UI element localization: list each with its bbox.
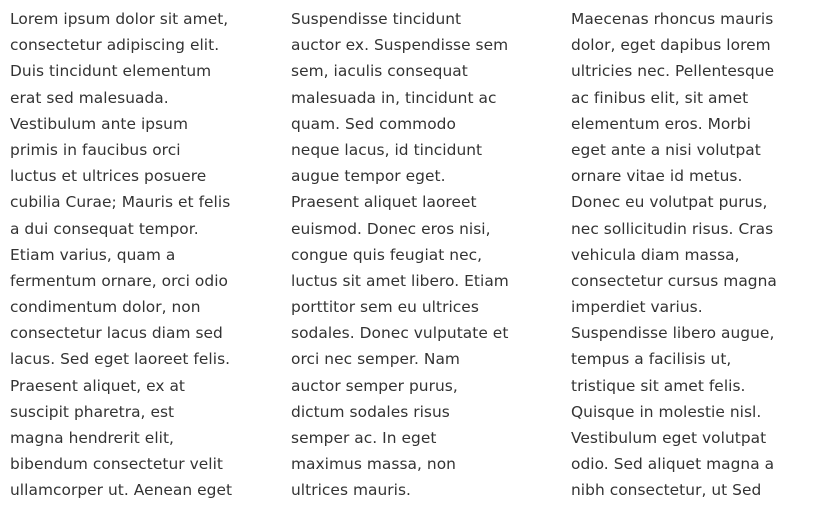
text-line: fermentum ornare, orci odio — [10, 271, 228, 290]
text-line: lacus. Sed eget laoreet felis. — [10, 350, 231, 369]
text-line: sodales. Donec vulputate et — [291, 324, 509, 343]
text-line: consectetur lacus diam sed — [10, 324, 223, 343]
text-line: Praesent aliquet laoreet — [291, 193, 477, 212]
text-line: maximus massa, non — [291, 455, 456, 474]
text-line: orci nec semper. Nam — [291, 350, 460, 369]
text-line: auctor semper purus, — [291, 376, 458, 395]
text-line: Duis tincidunt elementum — [10, 62, 212, 81]
text-line: Donec eu volutpat purus, — [571, 193, 768, 212]
text-line: Praesent aliquet, ex at — [10, 376, 186, 395]
text-line: a dui consequat tempor. — [10, 219, 199, 238]
text-line: odio. Sed aliquet magna a — [571, 455, 775, 474]
text-line: magna hendrerit elit, — [10, 429, 175, 447]
text-line: Vestibulum ante ipsum — [10, 114, 189, 133]
text-line: luctus sit amet libero. Etiam — [291, 271, 509, 290]
text-line: suscipit pharetra, est — [10, 402, 175, 421]
text-line: primis in faucibus orci — [10, 140, 181, 159]
text-line: ultricies nec. Pellentesque — [571, 62, 775, 81]
text-line: dictum sodales risus — [291, 402, 450, 421]
text-line: augue tempor eget. — [291, 167, 446, 186]
text-line: consectetur cursus magna — [571, 271, 777, 290]
text-line: Suspendisse tincidunt — [291, 10, 462, 28]
text-line: condimentum dolor, non — [10, 298, 201, 317]
text-line: sem, iaculis consequat — [291, 62, 468, 81]
text-line: nec sollicitudin risus. Cras — [571, 219, 774, 238]
text-line: congue quis feugiat nec, — [291, 245, 483, 264]
text-line: porttitor sem eu ultrices — [291, 298, 479, 317]
text-line: Quisque in molestie nisl. — [571, 402, 762, 421]
text-column-middle — [291, 6, 553, 504]
text-line: Etiam varius, quam a — [10, 245, 176, 264]
text-line: Lorem ipsum dolor sit amet, — [10, 10, 229, 28]
text-line: quam. Sed commodo — [291, 114, 456, 133]
text-line: cubilia Curae; Mauris et felis — [10, 193, 231, 212]
text-line: malesuada in, tincidunt ac — [291, 88, 497, 107]
text-line: tempus a facilisis ut, — [571, 350, 732, 369]
text-line: luctus et ultrices posuere — [10, 167, 207, 186]
text-line: nibh consectetur, ut Sed — [571, 481, 762, 500]
text-line: eget ante a nisi volutpat — [571, 140, 761, 159]
text-line: consectetur adipiscing elit. — [10, 36, 220, 55]
text-line: ornare vitae id metus. — [571, 167, 743, 186]
text-line: ultrices mauris. — [291, 481, 412, 500]
text-line: elementum eros. Morbi — [571, 114, 751, 133]
text-line: Suspendisse libero augue, — [571, 324, 775, 343]
text-line: euismod. Donec eros nisi, — [291, 219, 491, 238]
text-line: vehicula diam massa, — [571, 245, 740, 264]
text-line: ullamcorper ut. Aenean eget — [10, 481, 233, 500]
text-line: auctor ex. Suspendisse sem — [291, 36, 509, 55]
text-line: ac finibus elit, sit amet — [571, 88, 749, 107]
text-line: bibendum consectetur velit — [10, 455, 224, 474]
text-line: erat sed malesuada. — [10, 88, 169, 107]
text-line: dolor, eget dapibus lorem — [571, 36, 771, 55]
text-line: semper ac. In eget — [291, 429, 437, 447]
text-line: imperdiet varius. — [571, 298, 703, 317]
text-line: neque lacus, id tincidunt — [291, 140, 483, 159]
text-line: tristique sit amet felis. — [571, 376, 746, 395]
text-line: Vestibulum eget volutpat — [571, 429, 767, 447]
text-column-left — [10, 6, 272, 504]
text-column-right — [571, 6, 833, 504]
text-line: Maecenas rhoncus mauris — [571, 10, 774, 28]
